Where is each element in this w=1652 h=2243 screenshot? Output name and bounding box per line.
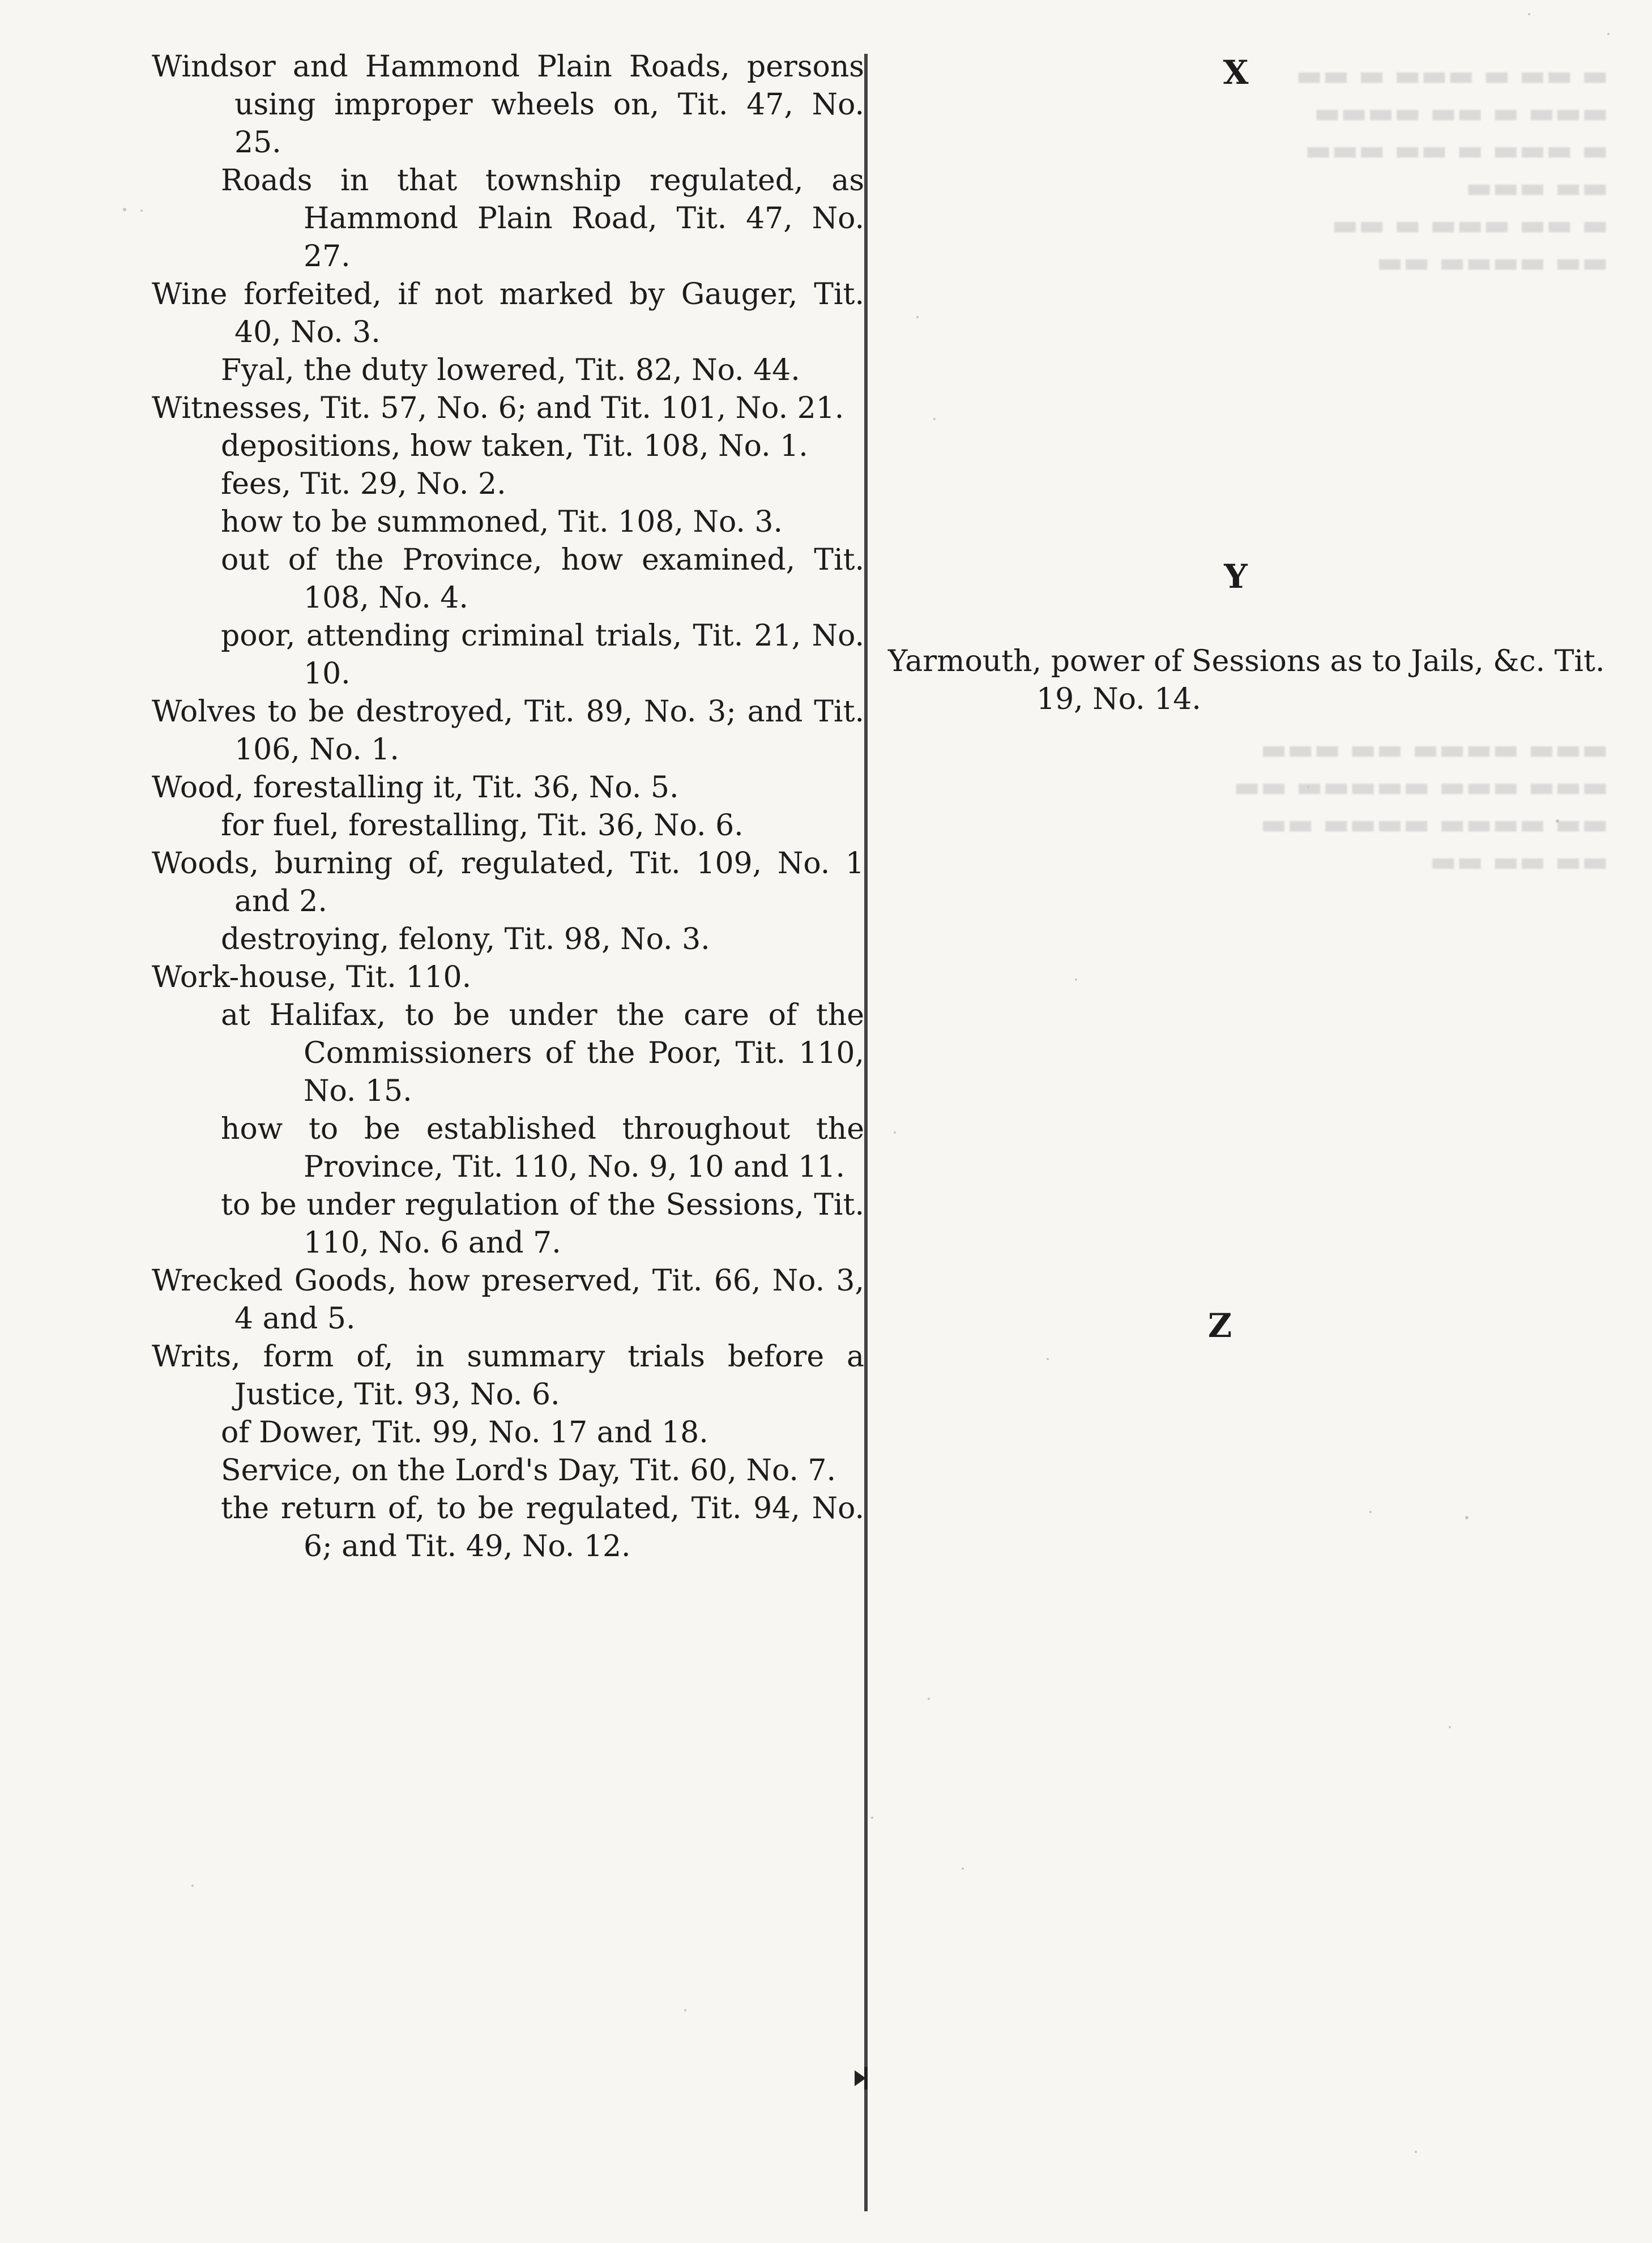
index-subentry: to be under regulation of the Sessions, Tit. 110, No. 6 and 7.: [221, 1188, 864, 1260]
section-letter-z: Z: [1207, 1306, 1232, 1345]
rule-ornament: [852, 2067, 878, 2090]
index-entry: Woods, burning of, regulated, Tit. 109, No. 1 and 2.: [152, 847, 864, 918]
index-subentry: how to be summoned, Tit. 108, No. 3.: [221, 505, 783, 539]
index-entry: Work-house, Tit. 110.: [152, 960, 472, 994]
column-divider: [864, 54, 868, 2211]
index-subentry: at Halifax, to be under the care of the Commissioners of the Poor, Tit. 110, No. 15.: [221, 998, 864, 1108]
index-subentry: for fuel, forestalling, Tit. 36, No. 6.: [221, 809, 744, 843]
index-entry: Wine forfeited, if not marked by Gauger, Tit. 40, No. 3.: [152, 277, 864, 349]
index-entry: Wolves to be destroyed, Tit. 89, No. 3; and Tit. 106, No. 1.: [152, 695, 864, 767]
show-through-text-2: ▬▬▬ ▬▬▬▬ ▬▬ ▬▬▬ ▬▬▬ ▬▬▬ ▬▬▬▬▬ ▬▬ ▬▬ ▬▬▬▬ ▬▬▬▬ ▬▬ ▬▬ ▬▬ ▬▬: [1233, 733, 1608, 878]
index-subentry: of Dower, Tit. 99, No. 17 and 18.: [221, 1416, 708, 1450]
index-subentry: Fyal, the duty lowered, Tit. 82, No. 44.: [221, 353, 800, 387]
section-letter-y: Y: [1224, 557, 1248, 596]
index-subentry: Service, on the Lord's Day, Tit. 60, No. 7.: [221, 1454, 836, 1488]
index-entry: Writs, form of, in summary trials before a Justice, Tit. 93, No. 6.: [152, 1340, 864, 1412]
index-subentry: Roads in that township regulated, as Hammond Plain Road, Tit. 47, No. 27.: [221, 164, 864, 274]
index-subentry: how to be established throughout the Province, Tit. 110, No. 9, 10 and 11.: [221, 1112, 864, 1184]
section-letter-x: X: [1223, 53, 1249, 92]
index-entry: Witnesses, Tit. 57, No. 6; and Tit. 101, No. 21.: [152, 391, 844, 425]
index-entry: Wrecked Goods, how preserved, Tit. 66, No. 3, 4 and 5.: [152, 1264, 864, 1336]
index-column-left: [152, 48, 864, 1566]
index-subentry: fees, Tit. 29, No. 2.: [221, 467, 506, 501]
index-entry-yarmouth: Yarmouth, power of Sessions as to Jails, &c. Tit. 19, No. 14.: [888, 644, 1605, 716]
index-entry: Windsor and Hammond Plain Roads, persons using improper wheels on, Tit. 47, No. 25.: [152, 50, 864, 160]
index-subentry: destroying, felony, Tit. 98, No. 3.: [221, 922, 710, 956]
index-entry: Wood, forestalling it, Tit. 36, No. 5.: [152, 771, 679, 805]
index-subentry: depositions, how taken, Tit. 108, No. 1.: [221, 429, 808, 463]
index-subentry: poor, attending criminal trials, Tit. 21, No. 10.: [221, 619, 864, 691]
show-through-text: ▬ ▬▬ ▬ ▬▬▬ ▬ ▬▬ ▬▬▬ ▬ ▬▬ ▬▬▬▬ ▬ ▬▬▬ ▬ ▬▬ ▬▬▬ ▬▬ ▬▬▬ ▬ ▬▬ ▬▬▬ ▬ ▬▬ ▬▬ ▬▬▬▬ ▬▬: [1296, 59, 1608, 279]
index-subentry: the return of, to be regulated, Tit. 94, No. 6; and Tit. 49, No. 12.: [221, 1492, 864, 1563]
index-subentry: out of the Province, how examined, Tit. 108, No. 4.: [221, 543, 864, 615]
